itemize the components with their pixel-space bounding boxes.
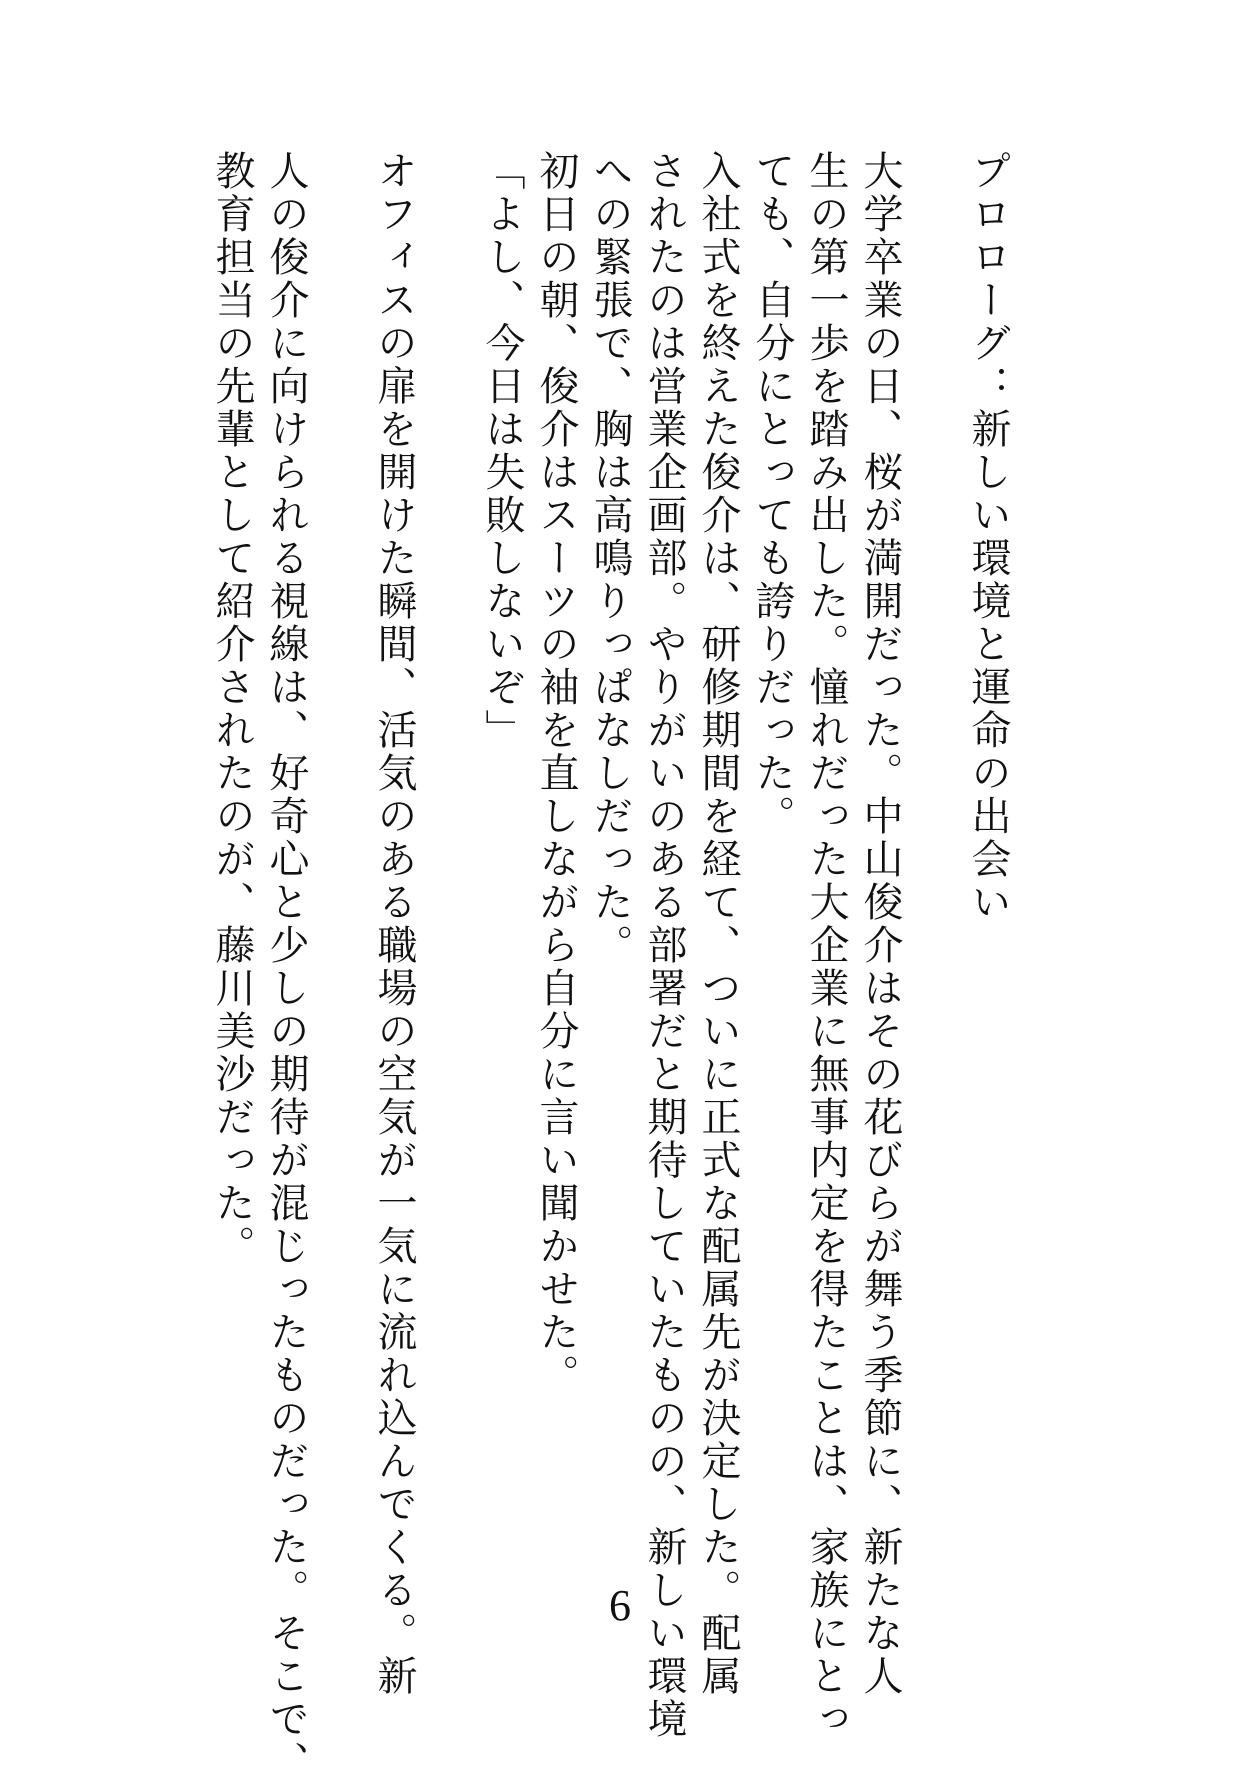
paragraph-1-line-1: 大学卒業の日、桜が満開だった。中山俊介はその花びらが舞う季節に、新たな人	[857, 150, 903, 1698]
paragraph-1-line-2: 生の第一歩を踏み出した。憧れだった大企業に無事内定を得たことは、家族にとっ	[803, 150, 849, 1741]
dialogue-quote: 「よし、今日は失敗しないぞ」	[479, 150, 525, 752]
paragraph-1-line-3: ても、自分にとっても誇りだった。	[749, 150, 795, 838]
page-number: 6	[609, 1581, 631, 1630]
chapter-title: プロローグ：新しい環境と運命の出会い	[965, 150, 1011, 924]
vertical-text-body	[205, 150, 1015, 1784]
paragraph-2-line-2: されたのは営業企画部。やりがいのある部署だと期待していたものの、新しい環境	[641, 150, 687, 1741]
paragraph-3-line-1: 初日の朝、俊介はスーツの袖を直しながら自分に言い聞かせた。	[533, 150, 579, 1397]
paragraph-2-line-3: への緊張で、胸は高鳴りっぱなしだった。	[587, 150, 633, 967]
paragraph-2-line-1: 入社式を終えた俊介は、研修期間を経て、ついに正式な配属先が決定した。配属	[695, 150, 741, 1698]
paragraph-4-line-3: 教育担当の先輩として紹介されたのが、藤川美沙だった。	[209, 150, 255, 1268]
paragraph-4-line-1: オフィスの扉を開けた瞬間、活気のある職場の空気が一気に流れ込んでくる。新	[371, 150, 417, 1698]
paragraph-4-line-2: 人の俊介に向けられる視線は、好奇心と少しの期待が混じったものだった。そこで、	[263, 150, 309, 1784]
